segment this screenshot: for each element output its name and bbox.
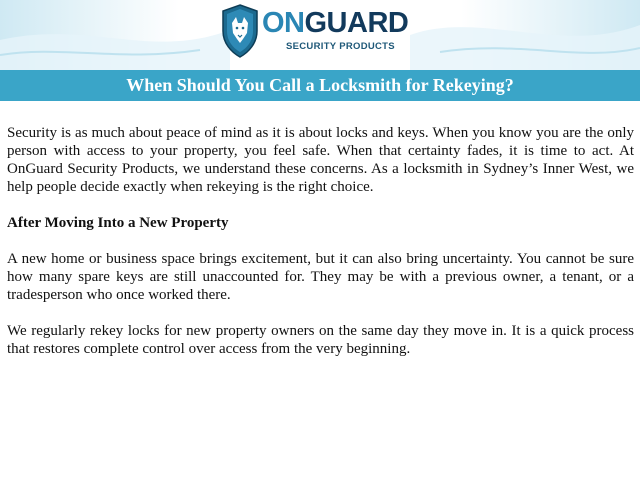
page-title: When Should You Call a Locksmith for Rekeying? xyxy=(126,75,514,95)
intro-paragraph: Security is as much about peace of mind as it is about locks and keys. When you know you are the only person with access to your property, you feel safe. When that certainty fades, it is time to act. At OnGuard Security Products, we understand these concerns. As a locksmith in Sydney’s Inner West, we help people decide exactly when rekeying is the right choice. xyxy=(7,125,634,195)
brand-tagline: SECURITY PRODUCTS xyxy=(286,41,395,52)
section-heading: After Moving Into a New Property xyxy=(7,215,229,231)
onguard-logo[interactable] xyxy=(220,3,420,63)
brand-wordmark xyxy=(262,7,408,39)
brand-guard: GUARD xyxy=(304,7,409,39)
article-body xyxy=(7,124,634,376)
brand-on: ON xyxy=(262,7,305,39)
body-paragraph-2: We regularly rekey locks for new property owners on the same day they move in. It is a quick process that restores complete control over access from the very beginning. xyxy=(7,323,634,357)
header-banner xyxy=(0,0,640,70)
body-paragraph-1: A new home or business space brings excitement, but it can also bring uncertainty. You cannot be sure how many spare keys are still unaccounted for. They may be with a previous owner, a tenant, or a tradesperson who once worked there. xyxy=(7,251,634,303)
title-bar xyxy=(0,70,640,101)
shield-wolf-icon xyxy=(220,3,260,59)
